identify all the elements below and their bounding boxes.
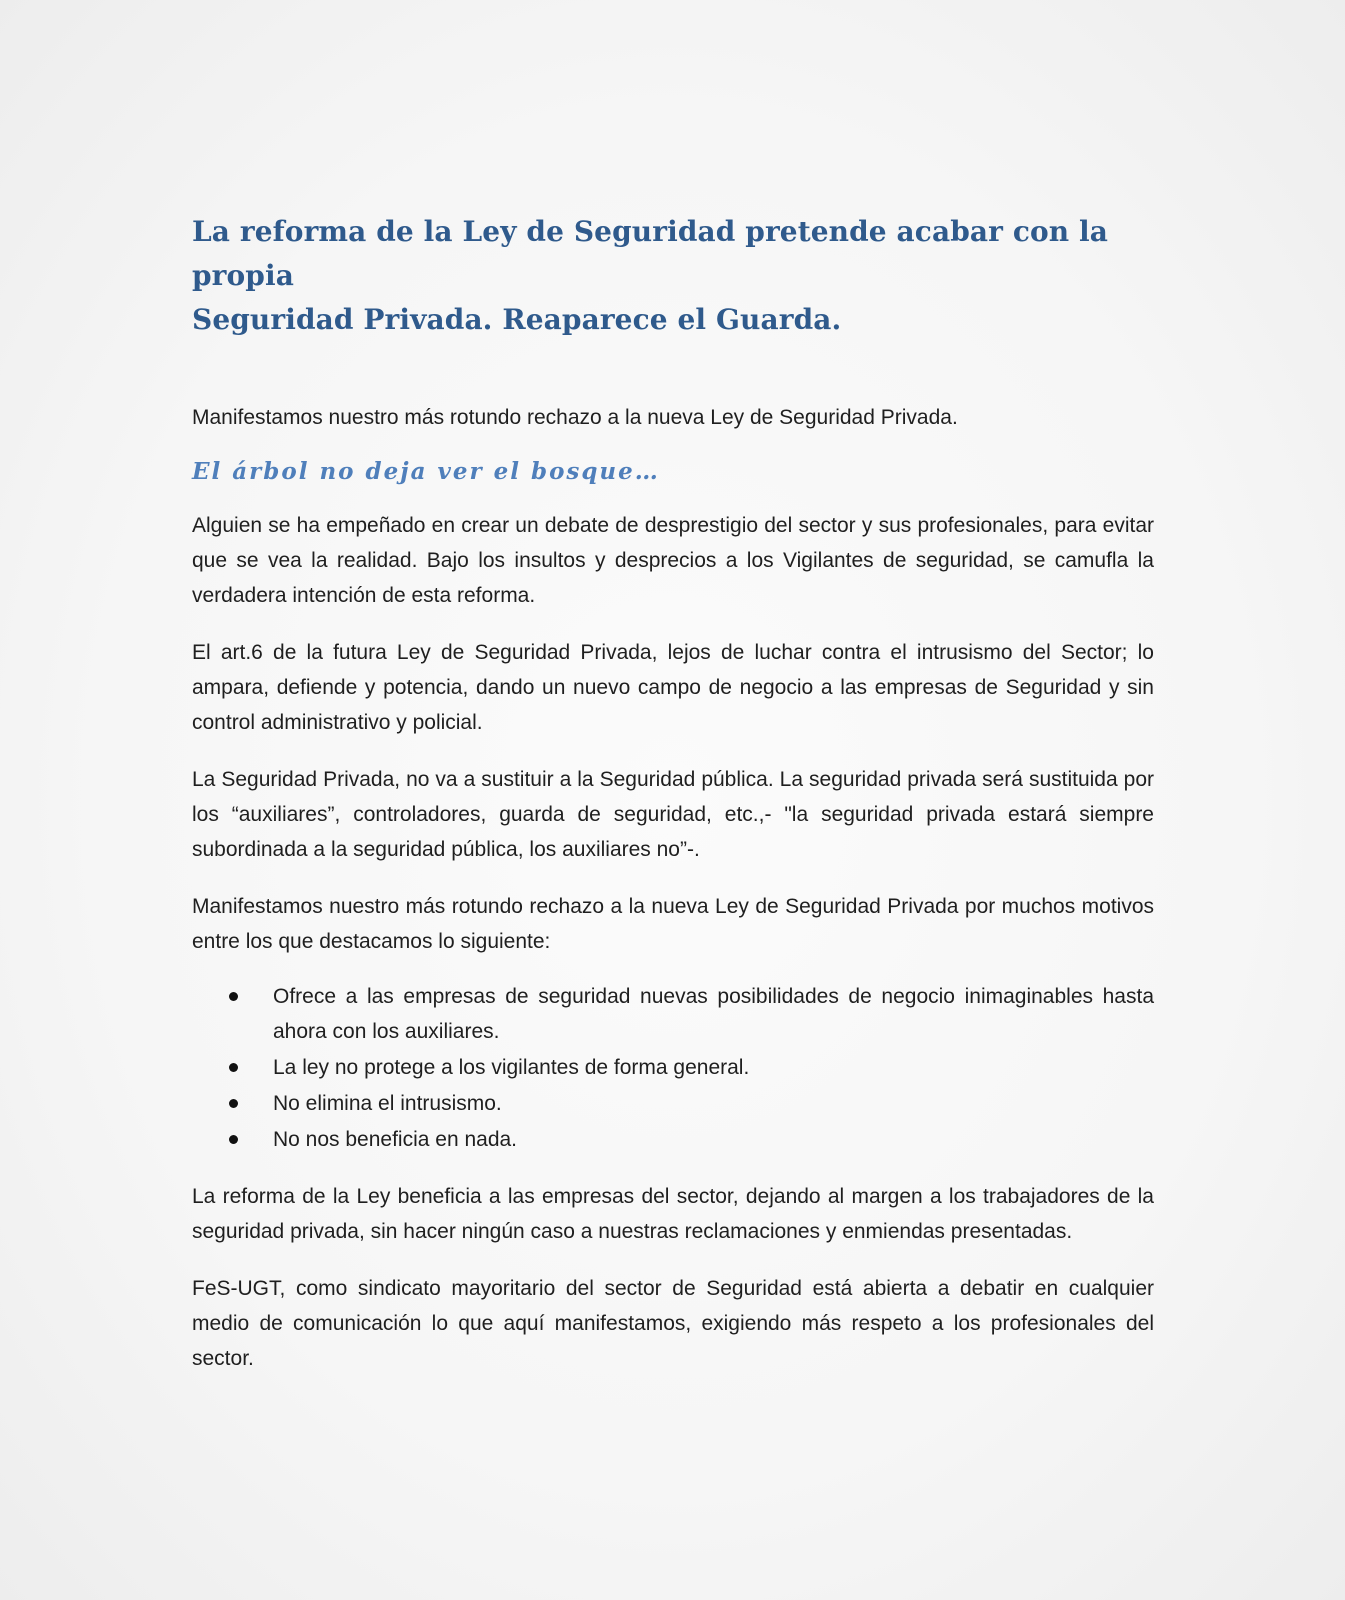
- document-subtitle: El árbol no deja ver el bosque…: [192, 458, 660, 485]
- bullet-icon: [229, 992, 238, 1001]
- list-item-text: Ofrece a las empresas de seguridad nuevas posibilidades de negocio inimaginables hasta ahora con los auxiliares.: [273, 985, 1154, 1043]
- intro-paragraph: Manifestamos nuestro más rotundo rechazo a la nueva Ley de Seguridad Privada.: [192, 406, 958, 429]
- reasons-list: [192, 979, 1154, 1157]
- list-item: [192, 1086, 1154, 1121]
- paragraph-1: Alguien se ha empeñado en crear un debate de desprestigio del sector y sus profesionales, para evitar que se vea la realidad. Bajo los insultos y desprecios a los Vigilantes de seguridad, se camufla la verdadera intención de esta reforma.: [192, 514, 1154, 607]
- list-item: [192, 979, 1154, 1049]
- document-title: [192, 210, 1154, 342]
- paragraph-2: El art.6 de la futura Ley de Seguridad Privada, lejos de luchar contra el intrusismo del Sector; lo ampara, defiende y potencia, dando un nuevo campo de negocio a las empresas de Seguridad y sin control administrativo y policial.: [192, 641, 1154, 734]
- document-body: [192, 210, 1154, 1376]
- list-item-text: No nos beneficia en nada.: [273, 1128, 518, 1151]
- paragraph-3: La Seguridad Privada, no va a sustituir a la Seguridad pública. La seguridad privada será sustituida por los “auxiliares”, controladores, guarda de seguridad, etc.,- "la seguridad privada estará siempre subordinada a la seguridad pública, los auxiliares no”-.: [192, 768, 1154, 861]
- paragraph-4: Manifestamos nuestro más rotundo rechazo a la nueva Ley de Seguridad Privada por muchos motivos entre los que destacamos lo siguiente:: [192, 895, 1154, 953]
- bullet-icon: [229, 1135, 238, 1144]
- bullet-icon: [229, 1099, 238, 1108]
- list-item: [192, 1050, 1154, 1085]
- closing-paragraph-2: FeS-UGT, como sindicato mayoritario del sector de Seguridad está abierta a debatir en cualquier medio de comunicación lo que aquí manifestamos, exigiendo más respeto a los profesionales del sector.: [192, 1277, 1154, 1370]
- closing-paragraph-1: La reforma de la Ley beneficia a las empresas del sector, dejando al margen a los trabajadores de la seguridad privada, sin hacer ningún caso a nuestras reclamaciones y enmiendas presentadas.: [192, 1185, 1154, 1243]
- list-item-text: No elimina el intrusismo.: [273, 1092, 502, 1115]
- list-item-text: La ley no protege a los vigilantes de forma general.: [273, 1056, 750, 1079]
- title-line-2: Seguridad Privada. Reaparece el Guarda.: [192, 303, 842, 336]
- list-item: [192, 1122, 1154, 1157]
- bullet-icon: [229, 1063, 238, 1072]
- title-line-1: La reforma de la Ley de Seguridad pretende acabar con la propia: [192, 215, 1109, 292]
